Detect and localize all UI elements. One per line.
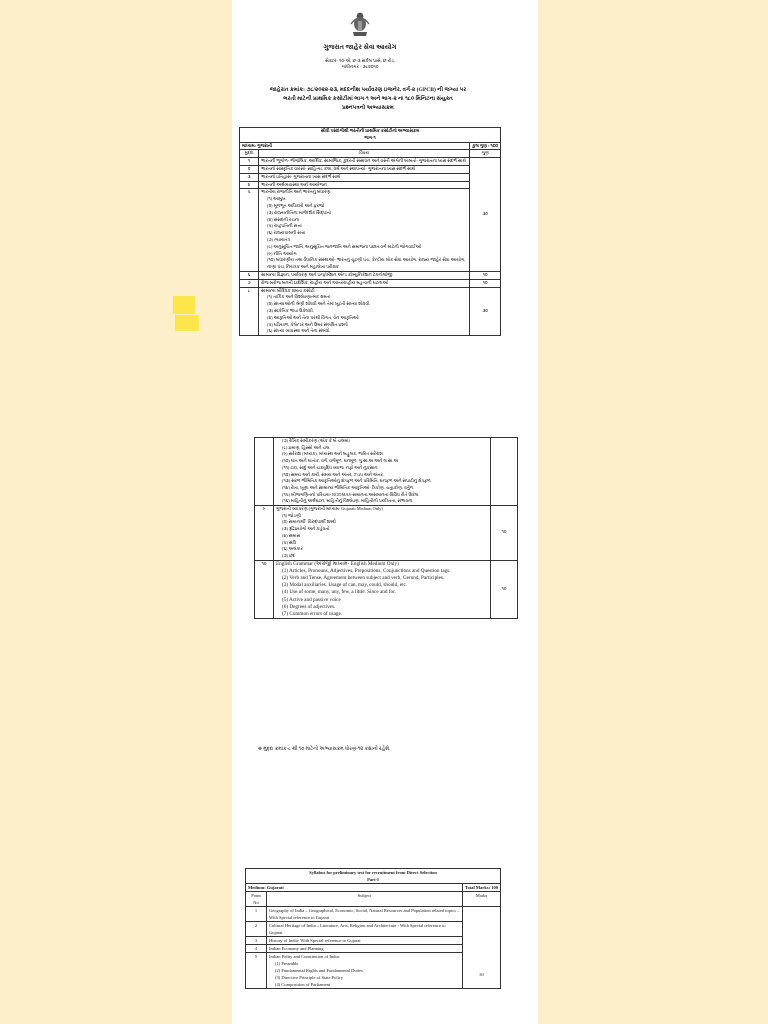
col-header-point: Point No [246,892,267,907]
address-line-1: સેક્ટર- ૧૦-એ, છ-૩ સર્કલ પાસે, છ-રોડ, [325,58,395,63]
table-row [255,438,518,506]
point-number [255,438,274,506]
subject-text [274,506,491,561]
table-title-line-1: Syllabus for preliminary test for recruitment from Direct Selection [309,870,437,875]
subject-heading: ભારતીય રાજનીતિ અને ભારતનું બંધારણ: [261,189,332,195]
marks-cell: ૧૦ [470,271,501,279]
subject-text: Indian Economy and Planning [267,945,463,953]
point-number: ૭ [240,279,259,287]
subject-text [267,953,463,989]
table-row [246,945,501,953]
notice-line-2: ભરતી માટેની પ્રાથમિક કસોટીમાં ભાગ-૧ અને ભાગ-૨ ના ૧૮૦ મિનિટના સંયુક્ત [283,96,453,102]
table-row [240,165,501,173]
list-item: (2) Fundamental Rights and Fundamental Duties [275,968,363,973]
address-line-2: ગાંધીનગર - ૩૮૨૦૧૦ [341,64,379,69]
list-item: (૭) છંદ [282,552,295,558]
col-header-subject: Subject [267,892,463,907]
list-item: (1) Articles, Pronouns, Adjectives, Prepositions, Conjunctions and Question tags. [282,567,451,574]
table-row [240,189,501,272]
point-number: 4 [246,945,267,953]
list-item: (૫) રાષ્ટ્રપતિની સત્તા [267,223,302,229]
marks-cell [491,438,518,506]
subject-text [274,438,491,506]
point-number: ૨ [240,165,259,173]
subject-heading: સામાન્ય બૌદ્ધિક ક્ષમતા કસોટી [261,287,315,293]
sticky-note-marker [173,296,195,314]
advertisement-notice [238,86,498,113]
list-item: (2) Verb and Tense, Agreement between subject and verb, Gerund, Participles. [282,575,445,582]
list-item: (૧૩) સરળ ભૌમિતિક આકૃતિઓનું ક્ષેત્રફળ અને પરિમિતિ, ઘનફળ અને સપાટીનું ક્ષેત્રફળ. [282,478,432,484]
org-name: ગુજરાત જાહેર સેવા આયોગ [323,44,397,51]
list-item: (4) Use of some, many, any, few, a little. Since and for. [282,589,396,596]
list-item: (૯) નીતિ આયોગ [267,250,297,256]
subject-text: ભારતનો ઇતિહાસ- ગુજરાતના ખાસ સંદર્ભ સાથે [259,173,470,181]
list-item: (૮) પ્રમાણ, હિસ્સો અને ચલ. [282,444,331,450]
point-number: ૧ [240,158,259,166]
table-title-line-2: ભાગ-૧ [364,134,376,140]
list-item: (૧૪) રેખા, ખૂણા અને સામાન્ય ભૌમિતિક આકૃતિઓ- ત્રિકોણ, ચતુષ્કોણ, વર્તુળ. [282,484,415,490]
subject-text [259,287,470,336]
marks-cell: ૧૦ [470,279,501,287]
list-item: (૬) અલંકાર [282,546,303,552]
list-item: (1) Preamble [275,961,299,966]
marks-cell: ૧૦ [491,560,518,619]
list-item: (૧૦) બંધારણીય તથા વૈધાનિક સંસ્થાઓ- ભારતનું ચૂંટણી પંચ, કેન્દ્રીય લોક સેવા આયોગ, રાજ્ય જાહેર સેવા આયોગ, નાણા પંચ, નિયંત્રક અને મહાલેખા પરીક્ષક [267,257,466,270]
total-marks: Total Marks: 100 [462,884,500,892]
table-row [240,287,501,336]
notice-line-1: જાહેરાત ક્રમાંક: ૭૮/૨૦૨૨-૨૩, મદદનીશ પર્યાવરણ ઇજનેર, વર્ગ-૨ (GPCB) ની જગ્યા પર [269,87,467,93]
table-title-line-2: Part-I [367,877,379,882]
point-number: 5 [246,953,267,989]
list-item: (૨) સમાનાર્થી- વિરુદ્ધાર્થી શબ્દો [282,519,336,525]
col-header-point: મુદ્દા [240,150,259,158]
table-row [240,181,501,189]
list-item: (3) Directive Principle of State Policy [275,975,344,980]
table-row [246,907,501,922]
subject-heading: ગુજરાતી વ્યાકરણ (ગુજરાતી માધ્યમ- Gujarati Medium Only) [276,506,383,512]
subject-text: Cultural Heritage of India – Literature, Arts, Religion and Architecture - With Special reference to Gujarat [267,922,463,937]
col-header-subject: વિષય [259,150,470,158]
marks-cell: ૧૦ [491,506,518,561]
point-number: ૮ [240,287,259,336]
subject-heading: English Grammar (અંગ્રેજી માધ્યમ- English Medium Only) [276,560,399,567]
table-row [240,279,501,287]
list-item: (૧૫) બીજગણિતનો પરિચય- BODMAS-સમાનતા/અસમાનતા-વિવિધ રીતે ઉકેલ. [282,491,420,497]
list-item: (7) Common errors of usage. [282,611,343,618]
list-item: (૨) મૂળભૂત અધિકારો અને ફરજો [267,202,325,208]
table-title [240,128,501,143]
list-item: (૧૧) ટકા, સાદું અને ચક્રવૃદ્ધિ વ્યાજ, નફો અને નુકસાન. [282,464,379,470]
subject-text: ભારતની ભૂગોળ- ભૌગોલિક, આર્થિક, સામાજિક, કુદરતી સંસાધન અને વસ્તી અંગેની બાબતો- ગુજરાતના ખાસ સંદર્ભ સાથે [259,158,470,166]
list-item: (૧) તાર્કિક અને વિશ્લેષણાત્મક ક્ષમતા [267,294,331,300]
table-title [246,869,501,884]
point-number: ૯ [255,506,274,561]
point-number: 2 [246,922,267,937]
syllabus-table-continued [254,437,518,619]
subject-text [274,560,491,619]
medium-label: Medium: Gujarati [246,884,463,892]
emblem-icon [348,10,372,38]
point-number: 1 [246,907,267,922]
notice-line-3: પ્રશ્નપત્રનો અભ્યાસક્રમ [342,105,394,111]
list-item: (૧૬) માહિતીનું અર્થઘટન, માહિતીનું વિશ્લેષણ, માહિતીની પર્યાપ્તતા, સંભાવના [282,498,413,504]
point-number: 3 [246,937,267,945]
medium-label: માધ્યમ: ગુજરાતી [240,142,470,150]
table-row [240,271,501,279]
table-row [246,937,501,945]
sticky-note-marker [175,315,199,331]
point-number: ૧૦ [255,560,274,619]
col-header-marks: Marks [462,892,500,907]
subject-text: ભારતનો સાંસ્કૃતિક વારસો- સાહિત્ય, કલા, ધર્મ અને સ્થાપત્યો- ગુજરાતના ખાસ સંદર્ભ સાથે [259,165,470,173]
list-item: (૫) ઘડિયાળ, કેલેન્ડર અને ઉંમર સંબંધિત પ્રશ્નો [267,321,348,327]
point-number: ૫ [240,189,259,272]
syllabus-table-english-part1 [245,868,501,989]
list-item: (૨) સંખ્યાઓની શ્રેણી શોધવી અને તેમાં ખૂટતી સંખ્યા શોધવી. [267,301,371,307]
list-item: (૭) ન્યાયતંત્ર [267,236,291,242]
list-item: (5) Active and passive voice [282,596,341,603]
list-item: (૫) સંધિ [282,539,297,545]
list-item: (૧) આમુખ [267,196,286,202]
footnote: ❖ મુદ્દા ક્રમાંક-૮ થી ૧૦ માટેનો અભ્યાસક્રમ ધોરણ-૧૨ કક્ષાનો રહેશે. [258,747,391,752]
list-item: (6) Degrees of adjectives. [282,603,336,610]
list-item: (૬) સંખ્યા વ્યવસ્થા અને તેના સંબંધો. [267,328,331,334]
marks-cell: 30 [462,907,500,989]
subject-text: ભારતની અર્થવ્યવસ્થા અને આયોજન [259,181,470,189]
subject-text [259,189,470,272]
point-number: ૩ [240,173,259,181]
syllabus-table-gujarati-part1 [239,127,501,336]
marks-cell: ૩૦ [470,158,501,272]
total-marks: કુલ ગુણ : ૧૦૦ [470,142,501,150]
list-item: (૪) સંસદની રચના [267,216,300,222]
list-item: (3) Modal auxiliaries. Usage of can, may, could, should, etc. [282,582,408,589]
list-item: (૪) આકૃતિઓ અને તેના પરથી વિગત, વેન આકૃતિઓ [267,314,359,320]
subject-text: રોજ બરોજ બનતી પ્રાદેશિક, રાષ્ટ્રીય અને આંતરરાષ્ટ્રીય મહત્વની ઘટનાઓ [259,279,470,287]
list-item: (૩) રૂઢિપ્રયોગો અને કહેવતો [282,526,330,532]
table-row [240,173,501,181]
table-row [240,158,501,166]
table-row [255,506,518,561]
list-item: (૧૨) સમય અને કાર્ય, સમય અને અંતર, ઝડપ અને અંતર. [282,471,384,477]
list-item: (૧) જોડણી [282,512,301,518]
list-item: (૮) અનુસૂચિત જાતિ, અનુસૂચિત જનજાતિ અને સમાજના પછાત વર્ગ માટેની જોગવાઈઓ [267,243,422,249]
subject-text: સામાન્ય વિજ્ઞાન, પર્યાવરણ અને ઇન્ફોર્મેશન એન્ડ કોમ્યુનિકેશન ટેકનોલોજી [259,271,470,279]
table-title-line-1: સીધી પસંદગીથી ભરતીની પ્રાથમિક કસોટીનો અભ્યાસક્રમ [320,128,420,133]
subject-heading: Indian Polity and Constitution of India: [269,954,340,959]
list-item: (૬) રાજ્યપાલની સત્તા [267,230,306,236]
point-number: ૪ [240,181,259,189]
list-item: (૧૦) ઘાત અને ઘાતાંક, વર્ગ, વર્ગમૂળ, ઘનમૂળ, ગુ.સા.અ અને લ.સા.અ [282,458,399,464]
list-item: (૩) સાંકેતિક ભાષા ઉકેલવી. [267,307,314,313]
subject-text: History of India- With Special reference to Gujarat [267,937,463,945]
table-row [255,560,518,619]
marks-cell: ૩૦ [470,287,501,336]
list-item: (૯) સરેરાશ (મધ્યક), મધ્યસ્થ અને બહુલક, ભારિત સરેરાશ. [282,451,384,457]
list-item: (4) Composition of Parliament [275,982,331,987]
table-row [246,953,501,989]
list-item: (૭) રૈખિક સમીકરણ (એક કે બે ચલમાં) [282,438,350,443]
table-row [246,922,501,937]
org-address [290,58,430,70]
subject-text: Geography of India – Geographical, Economic, Social, Natural Resources and Population related topics – With Special reference to Gujarat [267,907,463,922]
list-item: (૪) સમાસ [282,532,301,538]
point-number: ૬ [240,271,259,279]
list-item: (૩) રાજ્યનીતિના માર્ગદર્શક સિદ્ધાંતો [267,209,331,215]
col-header-marks: ગુણ [470,150,501,158]
